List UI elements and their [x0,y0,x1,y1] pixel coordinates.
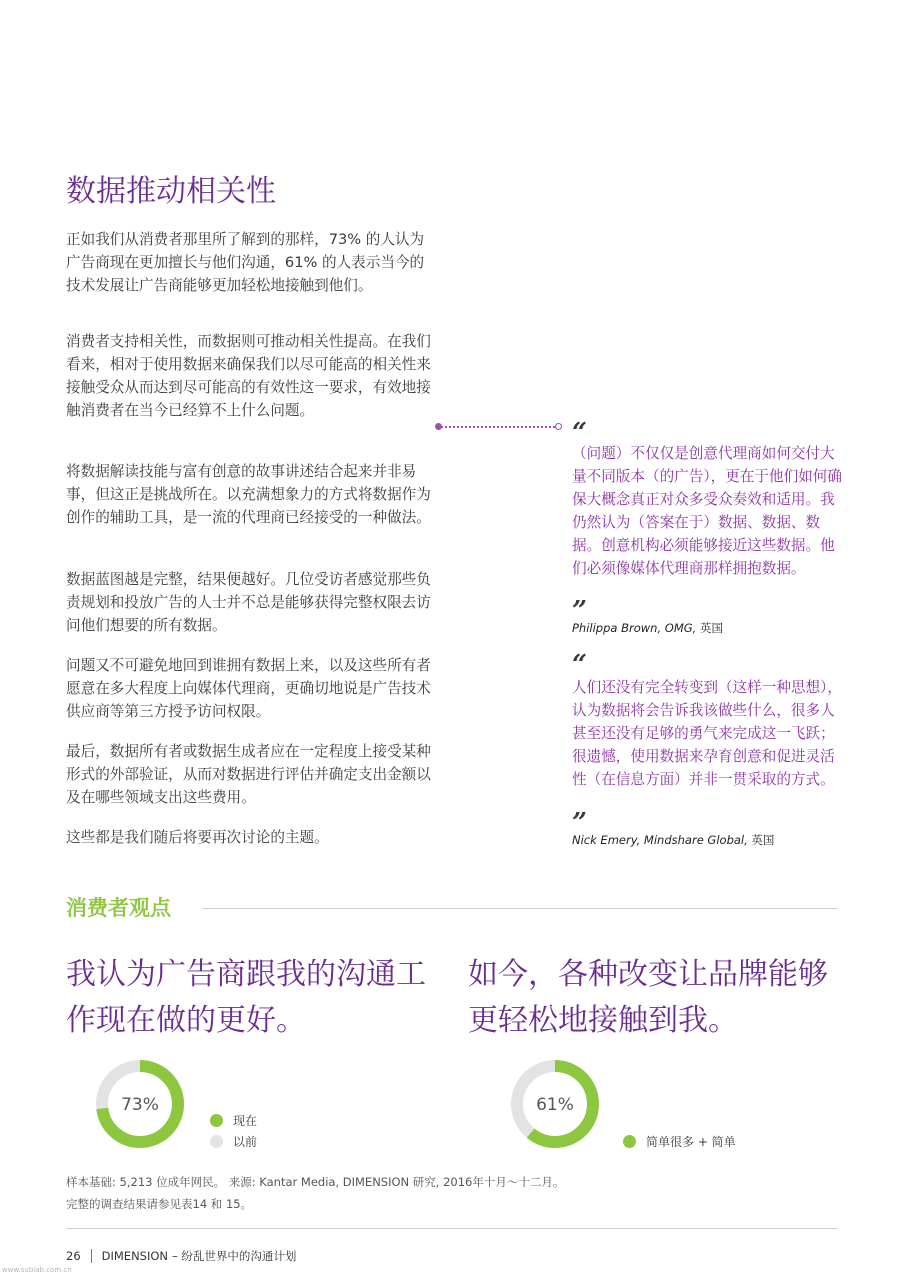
legend-item-easier [623,1133,736,1150]
legend-label: 现在 [233,1114,258,1128]
footer-divider [66,1228,838,1229]
body-paragraph: 数据蓝图越是完整，结果便越好。几位受访者感觉那些负责规划和投放广告的人士并不总是能够获得完整权限去访问他们想要的所有数据。 [66,571,431,634]
page-footer [66,1248,296,1264]
page-title: 数据推动相关性 [66,174,276,209]
source-footnote: 完整的调查结果请参见表14 和 15。 [66,1197,253,1211]
legend-swatch [210,1135,223,1148]
legend-item-now [210,1112,257,1129]
quote-location: 英国 [751,833,775,847]
close-quote-icon: ” [572,596,585,626]
stat-headline: 如今，各种改变让品牌能够更轻松地接触到我。 [468,957,828,1038]
body-paragraph: 最后，数据所有者或数据生成者应在一定程度上接受某种形式的外部验证，从而对数据进行评估并确定支出金额以及在哪些领域支出这些费用。 [66,743,431,806]
pull-quote: 人们还没有完全转变到（这样一种思想），认为数据将会告诉我该做些什么，很多人甚至还没有足够的勇气来完成这一飞跃；很遗憾，使用数据来孕育创意和促进灵活性（在信息方面）并非一贯采取的方式。 [572,679,842,788]
open-quote-icon: “ [572,418,585,448]
source-footnote: 样本基础: 5,213 位成年网民。 来源: Kantar Media, DIMENSION 研究, 2016年十月～十二月。 [66,1175,565,1189]
body-paragraph: 正如我们从消费者那里所了解到的那样，73% 的人认为广告商现在更加擅长与他们沟通，61% 的人表示当今的技术发展让广告商能够更加轻松地接触到他们。 [66,231,425,294]
legend-label: 以前 [233,1135,258,1149]
footer-brand: DIMENSION [101,1249,169,1263]
quote-author: Nick Emery, Mindshare Global, [572,833,748,847]
pull-quote: （问题）不仅仅是创意代理商如何交付大量不同版本（的广告），更在于他们如何确保大概念真正对众多受众奏效和适用。我仍然认为（答案在于）数据、数据、数据。创意机构必须能够接近这些数据。他们必须像媒体代理商那样拥抱数据。 [572,445,842,577]
body-paragraph: 这些都是我们随后将要再次讨论的主题。 [66,829,329,846]
body-paragraph: 问题又不可避免地回到谁拥有数据上来，以及这些所有者愿意在多大程度上向媒体代理商，更确切地说是广告技术供应商等第三方授予访问权限。 [66,657,431,720]
close-quote-icon: ” [572,808,585,838]
body-paragraph: 将数据解读技能与富有创意的故事讲述结合起来并非易事，但这正是挑战所在。以充满想象力的方式将数据作为创作的辅助工具，是一流的代理商已经接受的一种做法。 [66,463,431,526]
watermark: www.sublab.com.cn [2,1266,72,1274]
connector-dot-end [555,423,562,430]
footer-subtitle: – 纷乱世界中的沟通计划 [172,1249,297,1263]
open-quote-icon: “ [572,650,585,680]
quote-connector-line [438,426,558,428]
quote-attribution [572,620,723,636]
section-heading: 消费者观点 [66,896,171,920]
quote-author: Philippa Brown, OMG, [572,621,697,635]
legend-swatch [210,1114,223,1127]
stat-headline: 我认为广告商跟我的沟通工作现在做的更好。 [66,957,426,1038]
donut-chart-now [94,1058,186,1150]
legend-label: 简单很多 + 简单 [646,1135,736,1149]
footer-separator [91,1249,92,1263]
section-divider [202,908,838,909]
quote-attribution [572,832,774,848]
legend-item-before [210,1133,257,1150]
page-number: 26 [66,1249,81,1263]
donut-percent-label: 61% [536,1095,574,1115]
quote-location: 英国 [699,621,723,635]
body-paragraph: 消费者支持相关性，而数据则可推动相关性提高。在我们看来，相对于使用数据来确保我们以尽可能高的相关性来接触受众从而达到尽可能高的有效性这一要求，有效地接触消费者在当今已经算不上什么问题。 [66,333,431,419]
donut-percent-label: 73% [121,1095,159,1115]
legend-swatch [623,1135,636,1148]
donut-chart-easier [509,1058,601,1150]
